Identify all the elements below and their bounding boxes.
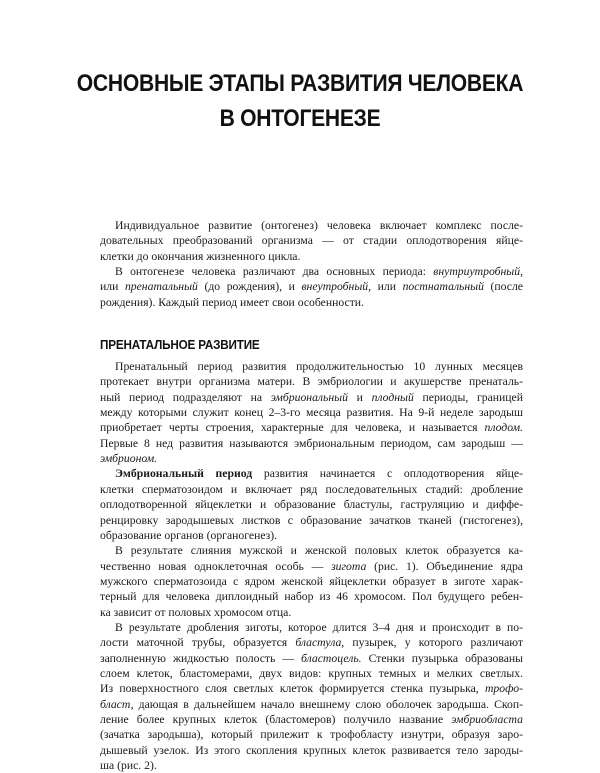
text-line: протекает внутри организма матери. В эмбриологии и акушерстве пренаталь-	[100, 375, 523, 389]
page-title-line-1: ОСНОВНЫЕ ЭТАПЫ РАЗВИТИЯ ЧЕЛОВЕКА	[76, 70, 524, 97]
section-paragraph-1	[100, 359, 523, 466]
section-paragraph-2	[100, 466, 523, 543]
text-line: Первые 8 нед развития называются эмбриональным периодом, сам зародыш —	[100, 436, 523, 450]
text-line: заполненную жидкостью полость — бластоцель. Стенки пузырька образованы	[100, 651, 523, 665]
body-text	[100, 218, 523, 773]
section-heading: ПРЕНАТАЛЬНОЕ РАЗВИТИЕ	[100, 337, 260, 353]
page-title-line-2: В ОНТОГЕНЕЗЕ	[219, 105, 381, 132]
text-line: ренцировку зародышевых листков с образование зачатков тканей (гистогенез),	[100, 513, 523, 527]
page-title	[76, 66, 523, 136]
text-line: образование органов (органогенез).	[100, 528, 278, 542]
text-line: оплодотворенной яйцеклетки и образование бластулы, гаструляцию и диффе-	[100, 498, 523, 512]
text-line: между которыми служит конец 2–3-го месяца развития. На 9-й неделе зародыш	[100, 406, 523, 420]
text-line: В результате слияния мужской и женской половых клеток образуется ка-	[115, 544, 523, 558]
section-paragraph-4	[100, 620, 523, 773]
text-line: Индивидуальное развитие (онтогенез) человека включает комплекс после-	[115, 219, 523, 232]
text-line: приобретает черты строения, характерные для человека, и называется плодом.	[100, 421, 523, 435]
text-line: слоем клеток, бластомерами, двух видов: крупных темных и мелких светлых.	[100, 666, 523, 680]
text-line: эмбрионом.	[100, 452, 158, 466]
text-line: или пренатальный (до рождения), и внеутробный, или постнатальный (после	[100, 280, 523, 294]
text-line: Пренатальный период развития продолжительностью 10 лунных месяцев	[115, 360, 523, 374]
text-line: клетки сперматозоидом и включает ряд последовательных стадий: дробление	[100, 482, 523, 496]
text-line: клетки до окончания жизненного цикла.	[100, 249, 301, 263]
text-line: рождения). Каждый период имеет свои особенности.	[100, 295, 364, 309]
text-line: ка зависит от половых хромосом отца.	[100, 605, 292, 619]
text-line: В результате дробления зиготы, которое длится 3–4 дня и происходит в по-	[115, 620, 523, 634]
text-line: ление более крупных клеток (бластомеров) получило название эмбриобласта	[100, 712, 523, 726]
text-line: лости маточной трубы, образуется бластула, пузырек, у которого различают	[100, 636, 523, 650]
text-line: терный для человека диплоидный набор из 46 хромосом. Пол будущего ребен-	[100, 590, 523, 604]
section-paragraph-3	[100, 543, 523, 620]
text-line: чественно новая одноклеточная особь — зигота (рис. 1). Объединение ядра	[100, 559, 523, 573]
text-line: бласт, дающая в дальнейшем начало внешнему слою оболочек зародыша. Скоп-	[100, 697, 523, 711]
text-line: В онтогенезе человека различают два основных периода: внутриутробный,	[115, 265, 523, 279]
text-line: ша (рис. 2).	[100, 759, 157, 772]
text-line: Эмбриональный период развития начинается с оплодотворения яйце-	[115, 467, 523, 481]
text-line: дышевый узелок. Из этого скопления крупных клеток развивается тело зароды-	[100, 743, 523, 757]
text-line: довательных преобразований организма — от стадии оплодотворения яйце-	[100, 234, 523, 248]
text-line: (зачатка зародыша), который прилежит к трофобласту изнутри, образуя заро-	[100, 728, 523, 742]
text-line: Из поверхностного слоя светлых клеток формируется стенка пузырька, трофо-	[100, 682, 523, 696]
intro-paragraph-1	[100, 218, 523, 264]
text-line: ный период подразделяют на эмбриональный и плодный периоды, границей	[100, 390, 523, 404]
intro-paragraph-2	[100, 264, 523, 310]
text-line: мужского сперматозоида с ядром женской яйцеклетки образует в зиготе харак-	[100, 574, 523, 588]
